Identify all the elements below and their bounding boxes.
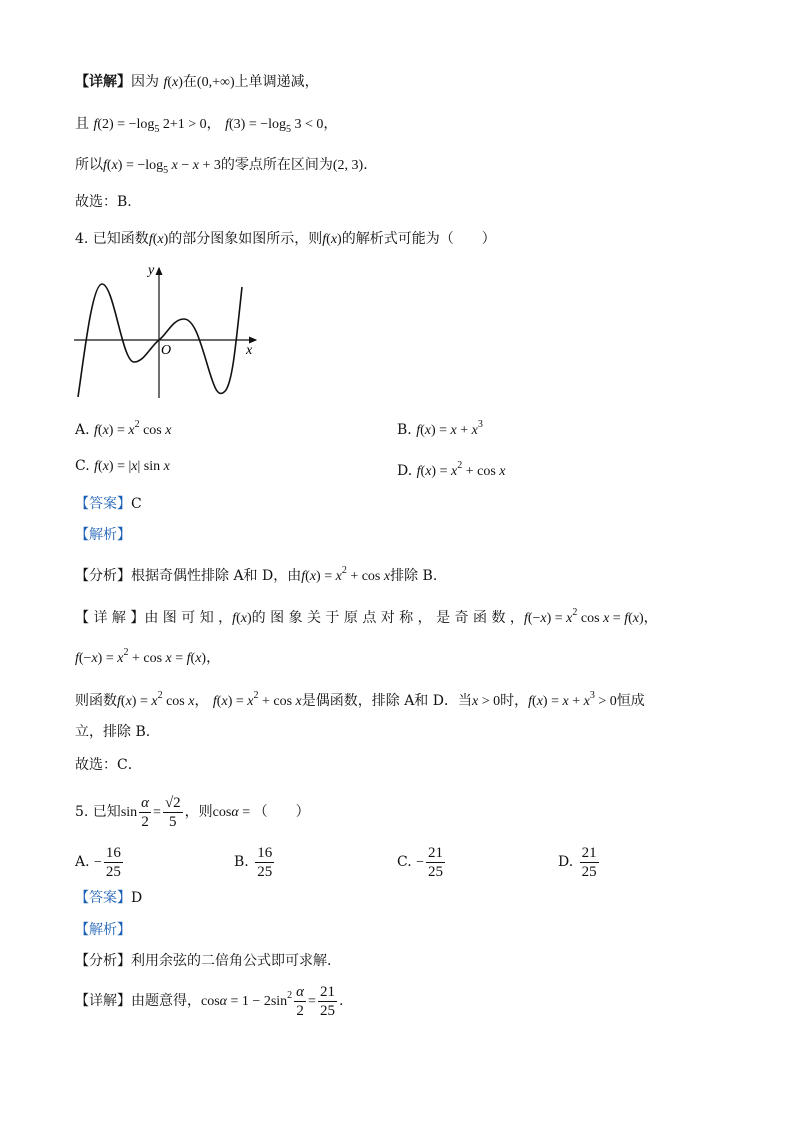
y-label: y: [148, 263, 155, 278]
option-5d[interactable]: D. $\frac{21}{25}$: [558, 844, 597, 880]
solution-line-1: 【详解】因为 f(x)在(0,+∞)上单调递减，: [75, 74, 319, 90]
question-5: 5. 已知sin $\frac{\alpha}{2}$ = $\frac{√2}{5}$ ，则cosα = （ ）: [75, 794, 310, 830]
solution-line-4: 故选：B.: [75, 194, 132, 210]
origin-label: O: [161, 343, 172, 358]
analysis-4: 【分析】根据奇偶性排除 A和 D，由$f(x) = x^2 + \cos x$排除 B.: [75, 565, 438, 584]
detail-5: 【详解】由题意得，$\cos\alpha = 1 - 2\sin^2$ $\frac{\alpha}{2}$ = $\frac{21}{25}$ .: [75, 983, 344, 1019]
question-4: 4. 已知函数f(x)的部分图象如图所示，则f(x)的解析式可能为（ ）: [75, 231, 496, 247]
option-4b[interactable]: B. $f(x) = x + x^3$: [397, 419, 483, 438]
option-5a[interactable]: A. − $\frac{16}{25}$: [75, 844, 121, 880]
x-label: x: [246, 343, 253, 358]
option-5c[interactable]: C. − $\frac{21}{25}$: [397, 844, 444, 880]
option-5b[interactable]: B. $\frac{16}{25}$: [234, 844, 273, 880]
analysis-5-heading: 【解析】: [75, 922, 131, 938]
detail-4-line-3: 则函数$f(x) = x^2$ cos x， $f(x) = x^2 + \cos x$是偶函数，排除 A和 D．当x > 0时，$f(x) = x + x^3 > 0$恒成: [75, 690, 645, 709]
detail-4-line-1: 【 详 解 】由 图 可 知 ，f(x)的 图 象 关 于 原 点 对 称 ， 是 奇 函 数 ，$f(-x) = x^2$ cos x = f(x)，: [75, 607, 658, 626]
solution-line-2: 且 $f(2) = -\log_5$ 2+1 > 0， $f(3) = -\log_5$ 3 < 0，: [75, 116, 338, 135]
analysis-5: 【分析】利用余弦的二倍角公式即可求解.: [75, 953, 332, 969]
analysis-4-heading: 【解析】: [75, 527, 131, 543]
option-4c[interactable]: C. f(x) = |x| sin x: [75, 458, 170, 474]
option-4d[interactable]: D. $f(x) = x^2 + \cos x$: [397, 460, 506, 479]
function-graph: [70, 262, 270, 404]
solution-line-3: 所以$f(x) = -\log_5$ x − x + 3的零点所在区间为(2, 3).: [75, 157, 368, 176]
detail-4-line-4: 立，排除 B.: [75, 724, 151, 740]
detail-4-line-5: 故选：C．: [75, 757, 142, 773]
answer-5: 【答案】D: [75, 890, 143, 906]
detail-4-line-2: $f(-x) = x^2 + \cos x = f(x)$，: [75, 647, 221, 666]
option-4a[interactable]: A. $f(x) = x^2$ cos x: [75, 419, 172, 438]
answer-4: 【答案】C: [75, 496, 142, 512]
